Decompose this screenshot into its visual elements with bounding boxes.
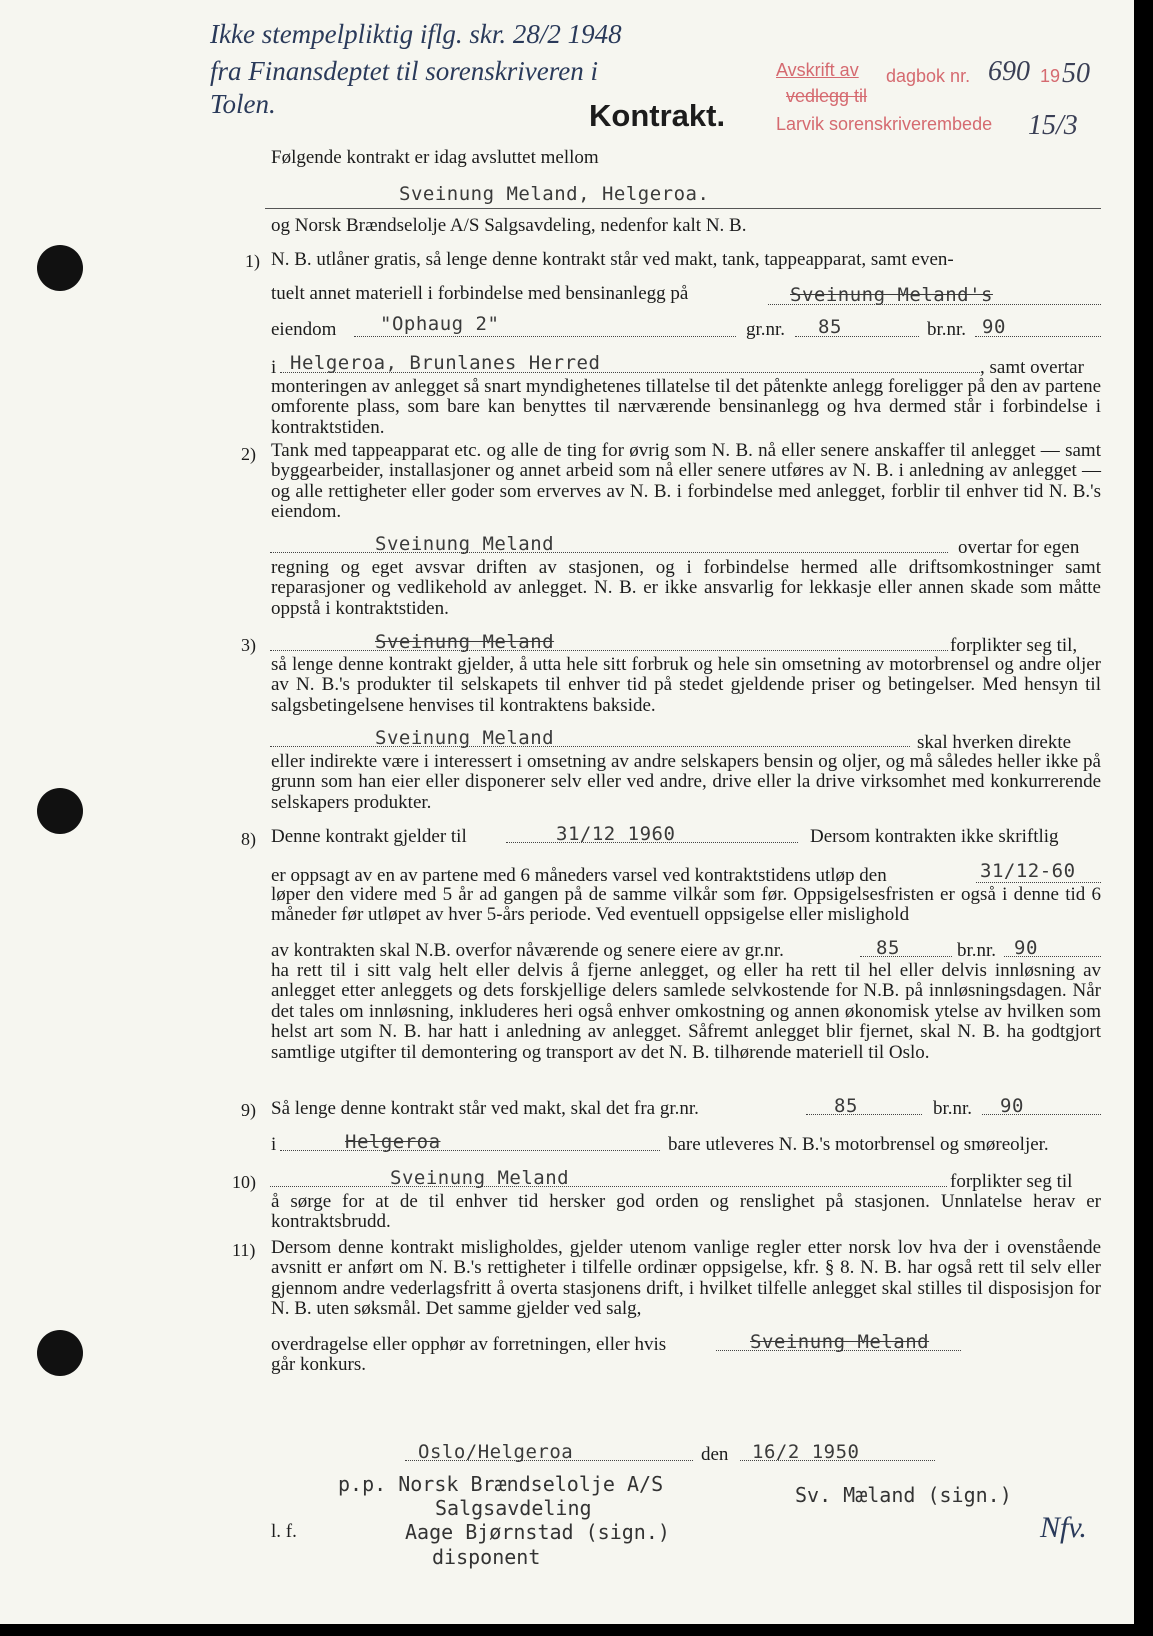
stamp-label: Larvik sorenskriverembede bbox=[776, 114, 993, 134]
company-signature: Aage Bjørnstad (sign.) bbox=[405, 1520, 670, 1544]
section-body: eller indirekte være i interessert i omsetning av andre selskapers bensin og oljer, og må således heller ikke på grunn som han eier eller disponerer selv eller ved andre, drive eller la drive virksomhet med konkurrerende selskapers produkter. bbox=[271, 751, 1101, 813]
handwritten-note-line: Tolen. bbox=[210, 89, 276, 119]
section-text: N. B. utlåner gratis, så lenge denne kontrakt står ved makt, tank, tappeapparat, samt even- bbox=[271, 249, 954, 270]
name-fill: Sveinung Meland bbox=[375, 631, 555, 653]
fill-line bbox=[354, 336, 736, 337]
stamp-label: dagbok nr. bbox=[886, 66, 971, 86]
section-text: gr.nr. bbox=[746, 319, 786, 340]
section-number: 8) bbox=[241, 829, 256, 849]
section-text: Denne kontrakt gjelder til bbox=[271, 826, 467, 847]
section-text: forplikter seg til, bbox=[950, 635, 1078, 656]
fill-line bbox=[280, 1150, 660, 1151]
stamp-label: vedlegg til bbox=[786, 86, 868, 106]
brnr-fill: 90 bbox=[982, 316, 1006, 338]
fill-line bbox=[806, 1114, 922, 1115]
section-text: Så lenge denne kontrakt står ved makt, skal det fra gr.nr. bbox=[271, 1098, 699, 1119]
stamp-label: Avskrift av bbox=[776, 60, 859, 80]
section-text: går konkurs. bbox=[271, 1354, 366, 1375]
handwritten-initials: Nfv. bbox=[1040, 1511, 1087, 1544]
section-body: regning og eget avsvar driften av stasjonen, og i forbindelse hermed alle driftsomkostninger samt reparasjoner og vedlikehold av anlegget. N. B. er ikke ansvarlig for lekkasje eller annen skade som måtte oppstå i kontraktstiden. bbox=[271, 557, 1101, 619]
section-text: Dersom kontrakten ikke skriftlig bbox=[810, 826, 1059, 847]
name-fill: Sveinung Meland bbox=[375, 533, 555, 555]
section-text: av kontrakten skal N.B. overfor nåværende og senere eiere av gr.nr. bbox=[271, 940, 784, 961]
section-body: så lenge denne kontrakt gjelder, å utta hele sitt forbruk og hele sin omsetning av motorbrensel og andre oljer av N. B.'s produkter til selskapets til enhver tid på stedet gjeldende priser og betingelser. Med hensyn til salgsbetingelsene henvises til kontraktens bakside. bbox=[271, 654, 1101, 716]
date-fill: 31/12-60 bbox=[980, 860, 1076, 882]
company-signature: disponent bbox=[432, 1545, 541, 1569]
fill-line bbox=[270, 552, 948, 553]
fill-line bbox=[270, 650, 948, 651]
fill-line bbox=[270, 1186, 947, 1187]
stamp-date: 15/3 bbox=[1028, 110, 1078, 141]
grnr-fill: 85 bbox=[876, 937, 900, 959]
punch-hole bbox=[37, 1330, 83, 1376]
company-signature: Salgsavdeling bbox=[435, 1496, 592, 1520]
section-body: Tank med tappeapparat etc. og alle de ting for øvrig som N. B. nå eller senere anskaffer til anlegget — samt byggearbeider, installasjoner og annet arbeid som nå eller senere utføres av N. B. i anledning av anlegget — og alle rettigheter eller goder som erverves av N. B. i forbindelse med anlegget, forblir til enhver tid N. B.'s eiendom. bbox=[271, 440, 1101, 523]
place-fill: Helgeroa bbox=[345, 1131, 441, 1153]
section-body: ha rett til i sitt valg helt eller delvis å fjerne anlegget, og eller ha rett til hel eller delvis innløsning av anlegget etter anleggets og dets forskjellige delers samlede selvkostende for N.B. på innløsningsdagen. Når det tales om innløsning, inkluderes heri også enhver omkostning og annen økonomisk ytelse av hvilken som helst art som N. B. har hatt i anledning av anlegget. Såfremt anlegget blir fjernet, skal N. B. ha godtgjort samtlige utgifter til demontering og transport av det N. B. tilhørende materiell til Oslo. bbox=[271, 960, 1101, 1063]
grnr-fill: 85 bbox=[834, 1095, 858, 1117]
intro-text: og Norsk Brændselolje A/S Salgsavdeling, nedenfor kalt N. B. bbox=[271, 215, 747, 236]
fill-line bbox=[265, 208, 1101, 209]
brnr-fill: 90 bbox=[1000, 1095, 1024, 1117]
section-text: i bbox=[271, 1134, 277, 1155]
punch-hole bbox=[37, 245, 83, 291]
section-text: bare utleveres N. B.'s motorbrensel og smøreoljer. bbox=[668, 1134, 1049, 1155]
section-number: 2) bbox=[241, 444, 256, 464]
section-text: overtar for egen bbox=[958, 537, 1080, 558]
section-number: 9) bbox=[241, 1100, 256, 1120]
signature-place: Oslo/Helgeroa bbox=[418, 1441, 574, 1463]
brnr-fill: 90 bbox=[1014, 937, 1038, 959]
stamp-number: 690 bbox=[988, 56, 1030, 87]
section-body: monteringen av anlegget så snart myndighetenes tillatelse til det påtenkte anlegg foreligger på den av partene omforente plass, som bare kan benyttes til nærværende bensinanlegg og hva dermed står i forbindelse i kontraktstiden. bbox=[271, 376, 1101, 438]
section-body: Dersom denne kontrakt misligholdes, gjelder utenom vanlige regler etter norsk lov hva der i ovenstående avsnitt er anført om N. B.'s rettigheter i tilfelle ordinær oppsigelse, kfr. § 8. N. B. har også rett til selv eller gjennom andre vederlagsfritt å overta stasjonens drift, i hvilket tilfelle anlegget skal stilles til disposisjon for N. B. uten søksmål. Det samme gjelder ved salg, bbox=[271, 1237, 1101, 1320]
company-signature: p.p. Norsk Brændselolje A/S bbox=[338, 1472, 664, 1496]
section-number: 10) bbox=[232, 1172, 256, 1192]
section-text: er oppsagt av en av partene med 6 måneders varsel ved kontraktstidens utløp den bbox=[271, 865, 887, 886]
section-body: å sørge for at de til enhver tid hersker god orden og renslighet på stasjonen. Unnlatelse herav er kontraktsbrudd. bbox=[271, 1191, 1101, 1233]
document-title: Kontrakt. bbox=[589, 98, 726, 133]
fill-line bbox=[270, 746, 910, 747]
section-text: forplikter seg til bbox=[950, 1171, 1073, 1192]
date-fill: 31/12 1960 bbox=[556, 823, 676, 845]
section-text: br.nr. bbox=[933, 1098, 973, 1119]
section-number: 11) bbox=[232, 1240, 256, 1260]
name-fill: Sveinung Meland bbox=[750, 1331, 930, 1353]
lf-label: l. f. bbox=[271, 1521, 297, 1542]
section-text: tuelt annet materiell i forbindelse med bensinanlegg på bbox=[271, 283, 689, 304]
owner-fill: Sveinung Meland's bbox=[790, 284, 993, 306]
section-text: br.nr. bbox=[957, 940, 997, 961]
name-fill: Sveinung Meland bbox=[375, 727, 555, 749]
section-number: 1) bbox=[245, 251, 260, 271]
name-fill: Sveinung Meland bbox=[390, 1167, 570, 1189]
handwritten-note-line: fra Finansdeptet til sorenskriveren i bbox=[210, 56, 598, 86]
signature-den: den bbox=[701, 1444, 729, 1465]
section-text: i bbox=[271, 357, 277, 378]
property-fill: "Ophaug 2" bbox=[380, 313, 500, 335]
section-text: br.nr. bbox=[927, 319, 967, 340]
handwritten-note-line: Ikke stempelpliktig iflg. skr. 28/2 1948 bbox=[210, 19, 622, 49]
signature-date: 16/2 1950 bbox=[752, 1441, 860, 1463]
section-body: løper den videre med 5 år ad gangen på de samme vilkår som før. Oppsigelsesfristen er også i denne tid 6 måneder før utløpet av hver 5-års periode. Ved eventuell oppsigelse eller mislighold bbox=[271, 884, 1101, 926]
fill-line bbox=[976, 882, 1101, 883]
party-name: Sveinung Meland, Helgeroa. bbox=[399, 183, 710, 205]
section-number: 3) bbox=[241, 635, 256, 655]
punch-hole bbox=[37, 788, 83, 834]
place-fill: Helgeroa, Brunlanes Herred bbox=[290, 352, 601, 374]
section-text: skal hverken direkte bbox=[917, 732, 1072, 753]
section-text: overdragelse eller opphør av forretningen, eller hvis bbox=[271, 1334, 667, 1355]
stamp-year: 50 bbox=[1062, 58, 1090, 89]
fill-line bbox=[795, 336, 919, 337]
section-text: eiendom bbox=[271, 319, 337, 340]
intro-text: Følgende kontrakt er idag avsluttet mellom bbox=[271, 147, 599, 168]
section-text: , samt overtar bbox=[980, 357, 1084, 378]
grnr-fill: 85 bbox=[818, 316, 842, 338]
stamp-year-prefix: 19 bbox=[1040, 66, 1061, 86]
fill-line bbox=[860, 956, 952, 957]
party-signature: Sv. Mæland (sign.) bbox=[795, 1483, 1012, 1507]
